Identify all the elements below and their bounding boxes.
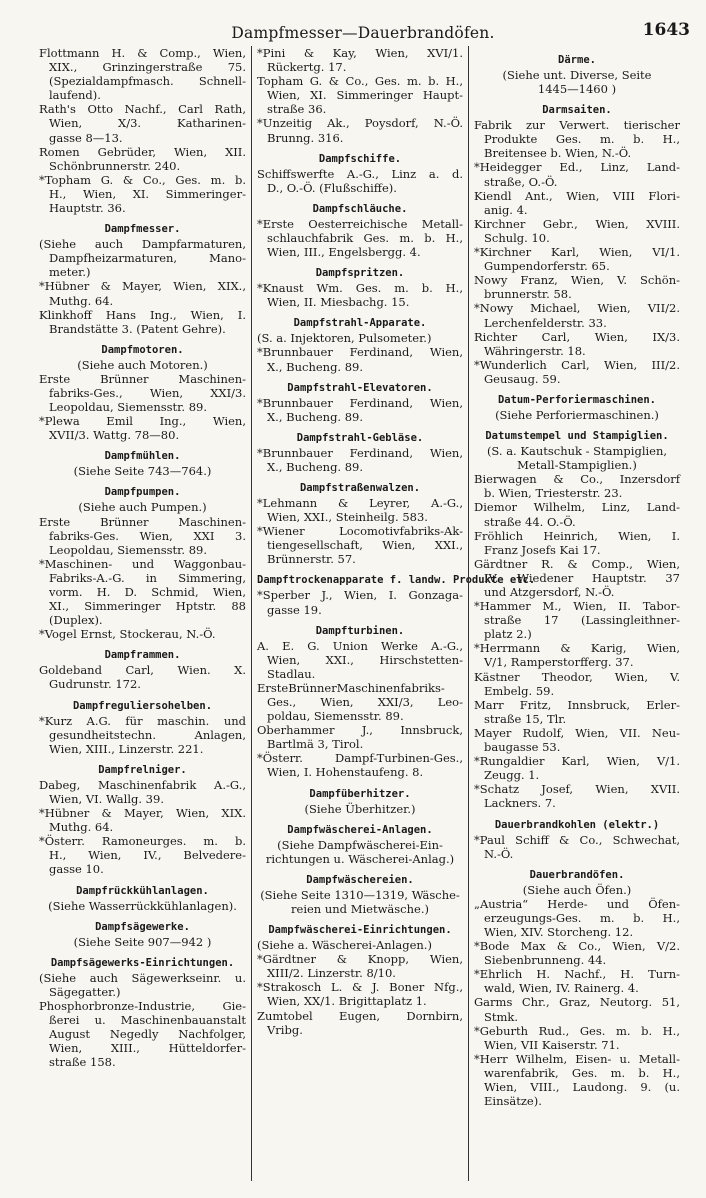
- entry-line: XVII/3. Wattg. 78—80.: [49, 428, 180, 443]
- entry-line: (Siehe unt. Diverse, Seite: [502, 68, 652, 82]
- entry-line: *Bode Max & Co., Wien, V/2.: [474, 939, 680, 954]
- entry-line: *Brunnbauer Ferdinand, Wien,: [257, 345, 463, 360]
- entry-line: Wien, XIII., Hütteldorfer-: [49, 1041, 246, 1056]
- section-heading: Dampfwäschereien.: [306, 873, 414, 886]
- entry-line: Siebenbrunneng. 44.: [484, 953, 607, 968]
- entry-line: ßerei u. Maschinenbauanstalt: [49, 1012, 246, 1027]
- entry-line: N.-Ö.: [484, 846, 514, 861]
- entry-line: straße 44. O.-Ö.: [484, 514, 576, 529]
- directory-entry: [39, 999, 246, 1069]
- entry-line: (Siehe Seite 1310—1319, Wäsche-: [260, 887, 460, 902]
- entry-line: (Siehe auch Motoren.): [77, 357, 208, 372]
- entry-line: *Geburth Rud., Ges. m. b. H.,: [474, 1023, 680, 1038]
- directory-entry: [257, 496, 463, 524]
- entry-line: *Österr. Ramoneurges. m. b.: [39, 834, 246, 849]
- directory-entry: [257, 396, 463, 424]
- directory-entry: [39, 515, 246, 557]
- entry-line: (Siehe a. Wäscherei-Anlagen.): [257, 938, 432, 953]
- entry-line: wald, Wien, IV. Rainerg. 4.: [484, 981, 639, 996]
- entry-line: D., O.-Ö. (Flußschiffe).: [267, 180, 397, 195]
- directory-entry: [474, 1024, 680, 1052]
- entry-line: IV. Wiedener Hauptstr. 37: [484, 570, 680, 585]
- entry-line: *Plewa Emil Ing., Wien,: [39, 414, 246, 429]
- entry-line: Einsätze).: [484, 1094, 542, 1109]
- entry-line: meter.): [49, 265, 91, 280]
- entry-line: Wien, VIII., Laudong. 9. (u.: [484, 1080, 680, 1094]
- directory-entry: [474, 301, 680, 329]
- section-heading: Dampframmen.: [104, 649, 181, 662]
- entry-line: Wien, XXI., Hirschstetten-: [267, 652, 463, 667]
- entry-line: erzeugungs-Ges. m. b. H.,: [484, 910, 680, 925]
- directory-entry: [474, 897, 680, 939]
- directory-entry: [39, 279, 246, 307]
- directory-entry: [257, 167, 463, 195]
- entry-line: *Nowy Michael, Wien, VII/2.: [474, 301, 680, 316]
- entry-line: platz 2.): [484, 627, 532, 642]
- section-heading: Dampfrelniger.: [98, 763, 187, 776]
- directory-entry: [474, 444, 680, 472]
- section-heading: Datumstempel und Stampiglien.: [485, 430, 669, 443]
- page-title: Dampfmesser—Dauerbrandöfen.: [231, 24, 495, 42]
- entry-line: (Siehe auch Pumpen.): [78, 500, 207, 515]
- directory-entry: [39, 358, 246, 372]
- entry-line: (Siehe Seite 907—942 ): [73, 934, 212, 949]
- directory-entry: [474, 670, 680, 698]
- column-right: [468, 46, 685, 1181]
- directory-entry: [257, 446, 463, 474]
- entry-line: Kiendl Ant., Wien, VIII Flori-: [474, 188, 680, 203]
- entry-line: Kästner Theodor, Wien, V.: [474, 669, 680, 684]
- entry-line: (Siehe Seite 743—764.): [73, 464, 212, 479]
- entry-line: *Brunnbauer Ferdinand, Wien,: [257, 395, 463, 410]
- entry-line: A. E. G. Union Werke A.-G.,: [257, 638, 463, 653]
- entry-line: X., Bucheng. 89.: [267, 409, 364, 424]
- entry-line: Schönbrunnerstr. 240.: [49, 158, 181, 173]
- entry-line: poldau, Siemensstr. 89.: [267, 709, 404, 724]
- entry-line: *Rungaldier Karl, Wien, V/1.: [474, 754, 680, 769]
- entry-line: brunnerstr. 58.: [484, 287, 572, 302]
- section-heading: Dampfsägewerks-Einrichtungen.: [50, 956, 235, 969]
- entry-line: (Duplex).: [49, 613, 103, 628]
- entry-line: Zeugg. 1.: [484, 768, 540, 783]
- entry-line: Franz Josefs Kai 17.: [484, 542, 601, 557]
- entry-line: *Hübner & Mayer, Wien, XIX.,: [39, 279, 246, 294]
- entry-line: Brunng. 316.: [267, 130, 344, 145]
- entry-line: *Knaust Wm. Ges. m. b. H.,: [257, 281, 463, 296]
- entry-line: Wien, XXI., Steinheilg. 583.: [267, 510, 428, 525]
- entry-line: Klinkhoff Hans Ing., Wien, I.: [39, 307, 246, 322]
- directory-entry: [257, 980, 463, 1008]
- entry-line: Rath's Otto Nachf., Carl Rath,: [39, 102, 246, 117]
- entry-line: *Heidegger Ed., Linz, Land-: [474, 160, 680, 175]
- section-heading: Därme.: [558, 54, 596, 66]
- directory-entry: [39, 834, 246, 876]
- section-heading: Dampfwäscherei-Einrichtungen.: [268, 924, 452, 937]
- entry-line: August Negedly Nachfolger,: [49, 1027, 246, 1042]
- entry-line: (S. a. Injektoren, Pulsometer.): [257, 331, 432, 346]
- directory-entry: [39, 173, 246, 215]
- directory-entry: [474, 557, 680, 599]
- directory-entry: [257, 74, 463, 116]
- entry-line: Wien, III., Engelsbergg. 4.: [267, 245, 421, 260]
- directory-entry: [39, 899, 246, 913]
- entry-line: straße 36.: [267, 102, 327, 117]
- directory-entry: [474, 754, 680, 782]
- directory-entry: [257, 331, 463, 345]
- entry-line: Brünnerstr. 57.: [267, 552, 356, 567]
- directory-entry: [474, 698, 680, 726]
- entry-line: Muthg. 64.: [49, 293, 114, 308]
- entry-line: Diemor Wilhelm, Linz, Land-: [474, 500, 680, 515]
- entry-line: Fröhlich Heinrich, Wien, I.: [474, 528, 680, 543]
- directory-entry: [257, 838, 463, 866]
- entry-line: *Schatz Josef, Wien, XVII.: [474, 782, 680, 797]
- entry-line: *Brunnbauer Ferdinand, Wien,: [257, 445, 463, 460]
- entry-line: Wien, XIV. Storcheng. 12.: [484, 924, 634, 939]
- entry-line: H., Wien, XI. Simmeringer-: [49, 186, 246, 201]
- entry-line: *Paul Schiff & Co., Schwechat,: [474, 832, 680, 847]
- entry-line: gasse 19.: [267, 602, 322, 617]
- directory-entry: [257, 46, 463, 74]
- entry-line: Breitensee b. Wien, N.-Ö.: [484, 146, 632, 161]
- section-heading: Dampftrockenapparate f. landw. Produkte etc.: [257, 574, 536, 587]
- directory-entry: [474, 68, 680, 96]
- entry-line: tiengesellschaft, Wien, XXI.,: [267, 538, 463, 553]
- entry-line: b. Wien, Triesterstr. 23.: [484, 486, 623, 501]
- directory-entry: [474, 245, 680, 273]
- entry-line: *Ehrlich H. Nachf., H. Turn-: [474, 967, 680, 982]
- directory-entry: [474, 330, 680, 358]
- directory-entry: [39, 971, 246, 999]
- directory-entry: [474, 118, 680, 160]
- entry-line: Rückertg. 17.: [267, 60, 347, 75]
- entry-line: V/1, Ramperstorfferg. 37.: [484, 655, 634, 670]
- entry-line: X., Bucheng. 89.: [267, 359, 364, 374]
- directory-entry: [474, 160, 680, 188]
- entry-line: XI., Simmeringer Hptstr. 88: [49, 599, 246, 614]
- entry-line: (Siehe Perforiermaschinen.): [495, 407, 659, 422]
- directory-entry: [39, 308, 246, 336]
- directory-entry: [39, 414, 246, 442]
- section-heading: Dampfmotoren.: [101, 343, 184, 356]
- entry-line: Erste Brünner Maschinen-: [39, 371, 246, 386]
- directory-entry: [39, 145, 246, 173]
- directory-entry: [39, 714, 246, 756]
- entry-line: X., Bucheng. 89.: [267, 459, 364, 474]
- entry-line: (Siehe auch Sägewerkseinr. u.: [39, 970, 246, 985]
- entry-line: Zumtobel Eugen, Dornbirn,: [257, 1008, 463, 1023]
- entry-line: *Kurz A.G. für maschin. und: [39, 713, 246, 728]
- entry-line: (Siehe auch Öfen.): [522, 882, 632, 897]
- columns: [34, 46, 692, 1181]
- directory-entry: [474, 883, 680, 897]
- entry-line: Dabeg, Maschinenfabrik A.-G.,: [39, 777, 246, 792]
- entry-line: *Wiener Locomotivfabriks-Ak-: [257, 524, 463, 539]
- entry-line: Bierwagen & Co., Inzersdorf: [474, 472, 680, 487]
- entry-line: Marr Fritz, Innsbruck, Erler-: [474, 697, 680, 712]
- directory-entry: [474, 726, 680, 754]
- entry-line: Vribg.: [267, 1022, 303, 1037]
- entry-line: (Siehe Überhitzer.): [304, 801, 416, 816]
- entry-line: Wien, XIII., Linzerstr. 221.: [49, 741, 204, 756]
- entry-line: gasse 8—13.: [49, 130, 123, 145]
- entry-line: fabriks-Ges. Wien, XXI 3.: [49, 528, 246, 543]
- directory-entry: [474, 599, 680, 641]
- directory-entry: [474, 189, 680, 217]
- directory-entry: [474, 967, 680, 995]
- section-heading: Dampfsägewerke.: [95, 920, 190, 933]
- section-heading: Dampfspritzen.: [315, 267, 405, 280]
- entry-line: Schulg. 10.: [484, 230, 550, 245]
- entry-line: Muthg. 64.: [49, 820, 114, 835]
- directory-entry: [39, 500, 246, 514]
- directory-entry: [39, 806, 246, 834]
- entry-line: anig. 4.: [484, 202, 528, 217]
- entry-line: gasse 10.: [49, 862, 104, 877]
- entry-line: Produkte Ges. m. b. H.,: [484, 132, 680, 147]
- entry-line: Leopoldau, Siemensstr. 89.: [49, 400, 208, 415]
- section-heading: Dauerbrandöfen.: [529, 868, 625, 881]
- entry-line: *Herr Wilhelm, Eisen- u. Metall-: [474, 1051, 680, 1066]
- directory-entry: [474, 472, 680, 500]
- entry-line: Sägegatter.): [49, 984, 121, 999]
- entry-line: Stadlau.: [267, 666, 316, 681]
- directory-entry: [257, 681, 463, 723]
- entry-line: (S. a. Kautschuk - Stampiglien,: [486, 444, 668, 459]
- section-heading: Dampfmesser.: [104, 223, 181, 236]
- entry-line: 1445—1460 ): [537, 82, 617, 97]
- section-heading: Datum-Perforiermaschinen.: [497, 393, 657, 406]
- entry-line: *Pini & Kay, Wien, XVI/1.: [257, 46, 463, 60]
- entry-line: H., Wien, IV., Belvedere-: [49, 848, 246, 863]
- directory-entry: [474, 833, 680, 861]
- directory-entry: [474, 358, 680, 386]
- column-left: [34, 46, 251, 1181]
- entry-line: Kirchner Gebr., Wien, XVIII.: [474, 216, 680, 231]
- entry-line: *Unzeitig Ak., Poysdorf, N.-Ö.: [257, 116, 463, 131]
- entry-line: Wien, XX/1. Brigittaplatz 1.: [267, 994, 427, 1009]
- directory-entry: [474, 1052, 680, 1108]
- entry-line: fabriks-Ges., Wien, XXI/3.: [49, 385, 246, 400]
- directory-entry: [39, 237, 246, 279]
- directory-entry: [474, 939, 680, 967]
- entry-line: XIII/2. Linzerstr. 8/10.: [267, 966, 396, 981]
- entry-line: *Topham G. & Co., Ges. m. b.: [39, 172, 246, 187]
- entry-line: *Hammer M., Wien, II. Tabor-: [474, 599, 680, 614]
- directory-entry: [474, 408, 680, 422]
- entry-line: *Wunderlich Carl, Wien, III/2.: [474, 357, 680, 372]
- entry-line: „Austria“ Herde- und Öfen-: [474, 896, 680, 911]
- directory-entry: [39, 778, 246, 806]
- entry-line: Brandstätte 3. (Patent Gehre).: [49, 321, 226, 336]
- directory-entry: [257, 639, 463, 681]
- directory-entry: [39, 627, 246, 641]
- directory-entry: [474, 641, 680, 669]
- section-heading: Dampfüberhitzer.: [309, 787, 411, 800]
- entry-line: straße, O.-Ö.: [484, 174, 558, 189]
- entry-line: *Vogel Ernst, Stockerau, N.-Ö.: [39, 627, 216, 642]
- section-heading: Dampfpumpen.: [104, 486, 181, 499]
- entry-line: Wien, X/3. Katharinen-: [49, 116, 246, 131]
- entry-line: baugasse 53.: [484, 740, 561, 755]
- entry-line: richtungen u. Wäscherei-Anlag.): [265, 851, 455, 866]
- section-heading: Dampfrückkühlanlagen.: [76, 884, 209, 897]
- entry-line: (Spezialdampfmasch. Schnell-: [49, 74, 246, 89]
- entry-line: Dampfheizarmaturen, Mano-: [49, 251, 246, 266]
- directory-entry: [257, 952, 463, 980]
- entry-line: laufend).: [49, 88, 101, 103]
- entry-line: Wien, XI. Simmeringer Haupt-: [267, 88, 463, 103]
- entry-line: *Erste Oesterreichische Metall-: [257, 216, 463, 231]
- entry-line: XIX., Grinzingerstraße 75.: [49, 60, 246, 75]
- entry-line: Geusaug. 59.: [484, 371, 561, 386]
- entry-line: Währingerstr. 18.: [484, 343, 586, 358]
- directory-entry: [257, 345, 463, 373]
- directory-entry: [39, 464, 246, 478]
- directory-entry: [474, 217, 680, 245]
- directory-entry: [257, 116, 463, 144]
- directory-entry: [474, 782, 680, 810]
- directory-entry: [257, 888, 463, 916]
- section-heading: Dampfwäscherei-Anlagen.: [287, 823, 433, 836]
- section-heading: Dauerbrandkohlen (elektr.): [494, 818, 660, 831]
- entry-line: (Siehe Dampfwäscherei-Ein-: [277, 837, 443, 852]
- section-heading: Dampfreguliersohelben.: [72, 699, 213, 712]
- entry-line: (Siehe auch Dampfarmaturen,: [39, 237, 246, 252]
- entry-line: Embelg. 59.: [484, 683, 555, 698]
- directory-entry: [257, 751, 463, 779]
- entry-line: *Herrmann & Karig, Wien,: [474, 641, 680, 656]
- entry-line: Erste Brünner Maschinen-: [39, 514, 246, 529]
- entry-line: *Sperber J., Wien, I. Gonzaga-: [257, 588, 463, 603]
- entry-line: Romen Gebrüder, Wien, XII.: [39, 144, 246, 159]
- entry-line: Metall-Stampiglien.): [517, 458, 637, 473]
- entry-line: Leopoldau, Siemensstr. 89.: [49, 542, 208, 557]
- directory-entry: [474, 273, 680, 301]
- directory-entry: [474, 995, 680, 1023]
- directory-entry: [39, 46, 246, 102]
- entry-line: vorm. H. D. Schmid, Wien,: [49, 585, 246, 599]
- entry-line: schlauchfabrik Ges. m. b. H.,: [267, 230, 463, 245]
- section-heading: Dampfschiffe.: [318, 152, 402, 165]
- entry-line: Wien, VII Kaiserstr. 71.: [484, 1037, 620, 1052]
- entry-line: *Maschinen- und Waggonbau-: [39, 556, 246, 571]
- entry-line: Wien, II. Miesbachg. 15.: [267, 295, 410, 310]
- entry-line: Topham G. & Co., Ges. m. b. H.,: [257, 74, 463, 89]
- section-heading: Dampfstrahl-Apparate.: [293, 317, 427, 330]
- entry-line: Stmk.: [484, 1009, 519, 1024]
- entry-line: *Österr. Dampf-Turbinen-Ges.,: [257, 751, 463, 766]
- entry-line: Wien, VI. Wallg. 39.: [49, 791, 164, 806]
- directory-entry: [39, 663, 246, 691]
- entry-line: Oberhammer J., Innsbruck,: [257, 723, 463, 738]
- section-heading: Dampfschläuche.: [312, 202, 408, 215]
- entry-line: ErsteBrünnerMaschinenfabriks-: [257, 680, 445, 695]
- running-head: [34, 10, 692, 46]
- entry-line: Richter Carl, Wien, IX/3.: [474, 329, 680, 344]
- entry-line: Lackners. 7.: [484, 796, 556, 811]
- entry-line: Goldeband Carl, Wien. X.: [39, 663, 246, 678]
- entry-line: gesundheitstechn. Anlagen,: [49, 727, 246, 742]
- entry-line: *Hübner & Mayer, Wien, XIX.: [39, 806, 246, 821]
- directory-entry: [257, 588, 463, 616]
- directory-entry: [39, 372, 246, 414]
- page-number: 1643: [642, 20, 690, 40]
- entry-line: reien und Mietwäsche.): [291, 901, 429, 916]
- directory-entry: [257, 802, 463, 816]
- directory-entry: [39, 102, 246, 144]
- entry-line: Phosphorbronze-Industrie, Gie-: [39, 998, 246, 1013]
- entry-line: Gumpendorferstr. 65.: [484, 259, 610, 274]
- section-heading: Dampfstraßenwalzen.: [299, 481, 421, 494]
- entry-line: Bartlmä 3, Tirol.: [267, 737, 364, 752]
- entry-line: Schiffswerfte A.-G., Linz a. d.: [257, 166, 463, 181]
- entry-line: *Lehmann & Leyrer, A.-G.,: [257, 495, 463, 510]
- directory-entry: [257, 1009, 463, 1037]
- section-heading: Dampfstrahl-Elevatoren.: [287, 381, 433, 394]
- directory-entry: [474, 500, 680, 528]
- entry-line: Gudrunstr. 172.: [49, 677, 141, 692]
- entry-line: *Strakosch L. & J. Boner Nfg.,: [257, 980, 463, 995]
- directory-entry: [257, 524, 463, 566]
- entry-line: Wien, I. Hohenstaufeng. 8.: [267, 765, 424, 780]
- entry-line: und Atzgersdorf, N.-Ö.: [484, 585, 615, 599]
- entry-line: warenfabrik, Ges. m. b. H.,: [484, 1065, 680, 1080]
- entry-line: Nowy Franz, Wien, V. Schön-: [474, 273, 680, 288]
- entry-line: straße 158.: [49, 1055, 116, 1070]
- entry-line: Flottmann H. & Comp., Wien,: [39, 46, 246, 60]
- section-heading: Dampfturbinen.: [315, 624, 405, 637]
- section-heading: Darmsaiten.: [542, 104, 612, 117]
- entry-line: Garms Chr., Graz, Neutorg. 51,: [474, 995, 680, 1010]
- entry-line: (Siehe Wasserrückkühlanlagen).: [48, 898, 237, 913]
- directory-entry: [39, 557, 246, 627]
- section-heading: Dampfmühlen.: [104, 450, 181, 463]
- entry-line: Fabriks-A.-G. in Simmering,: [49, 570, 246, 585]
- entry-line: Hauptstr. 36.: [49, 201, 126, 216]
- entry-line: Lerchenfelderstr. 33.: [484, 315, 607, 330]
- section-heading: Dampfstrahl-Gebläse.: [296, 431, 424, 444]
- entry-line: *Kirchner Karl, Wien, VI/1.: [474, 245, 680, 260]
- entry-line: *Gärdtner & Knopp, Wien,: [257, 952, 463, 967]
- entry-line: Gärdtner R. & Comp., Wien,: [474, 556, 680, 571]
- entry-line: straße 17 (Lassingleithner-: [484, 613, 680, 628]
- directory-entry: [39, 935, 246, 949]
- entry-line: straße 15, Tlr.: [484, 711, 567, 726]
- directory-entry: [257, 938, 463, 952]
- directory-entry: [474, 529, 680, 557]
- directory-entry: [257, 281, 463, 309]
- directory-entry: [257, 217, 463, 259]
- directory-entry: [257, 723, 463, 751]
- entry-line: Fabrik zur Verwert. tierischer: [474, 118, 680, 133]
- entry-line: Ges., Wien, XXI/3, Leo-: [267, 695, 463, 709]
- entry-line: Mayer Rudolf, Wien, VII. Neu-: [474, 725, 680, 740]
